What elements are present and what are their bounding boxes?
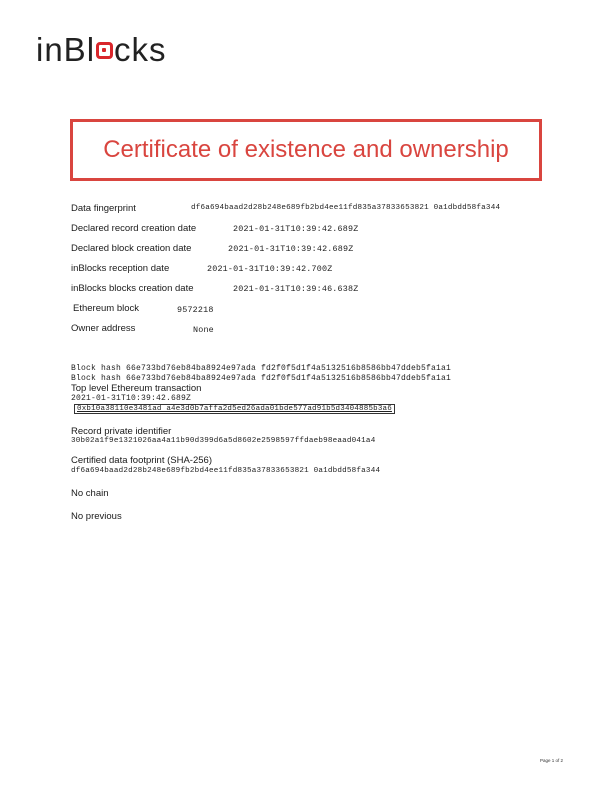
owner-label: Owner address [71,323,136,334]
certified-label: Certified data footprint (SHA-256) [71,455,212,466]
top-level-date: 2021-01-31T10:39:42.689Z [71,394,192,403]
top-level-label: Top level Ethereum transaction [71,383,202,394]
private-id-label: Record private identifier [71,426,172,437]
eth-block-value: 9572218 [177,305,214,315]
eth-block-label: Ethereum block [73,303,140,314]
record-date-value: 2021-01-31T10:39:42.689Z [233,224,359,234]
logo-text-part1: inBl [36,31,96,68]
title-box [70,119,542,181]
block-date-value: 2021-01-31T10:39:42.689Z [228,244,354,254]
inblocks-logo [36,30,167,70]
block-hash-line-2: Block hash 66e733bd76eb84ba8924e97ada fd2f0f5d1f4a5132516b8586bb47ddeb5fa1a1 [71,374,452,383]
page-number: Page 1 of 2 [540,758,564,763]
record-date-label: Declared record creation date [71,223,197,234]
transaction-hash-link[interactable]: 0xb10a38110e3481ad a4e3d0b7affa2d5ed26ada01bde577ad91b5d3404885b3a6 [74,404,395,414]
certified-value: df6a694baad2d28b248e689fb2bd4ee11fd835a37833653821 0a1dbdd58fa344 [71,467,381,475]
blocks-creation-value: 2021-01-31T10:39:46.638Z [233,284,359,294]
fingerprint-value: df6a694baad2d28b248e689fb2bd4ee11fd835a37833653821 0a1dbdd58fa344 [191,204,501,212]
certificate-title: Certificate of existence and ownership [103,136,509,163]
fingerprint-label: Data fingerprint [71,203,136,214]
block-hash-line-1: Block hash 66e733bd76eb84ba8924e97ada fd2f0f5d1f4a5132516b8586bb47ddeb5fa1a1 [71,364,452,373]
logo-block-icon [96,42,113,59]
no-chain-text: No chain [71,488,109,499]
owner-value: None [193,325,214,335]
blocks-creation-label: inBlocks blocks creation date [71,283,194,294]
block-date-label: Declared block creation date [71,243,192,254]
reception-value: 2021-01-31T10:39:42.700Z [207,264,333,274]
private-id-value: 30b02a1f9e1321026aa4a11b90d399d6a5d8602e2598597ffdaeb98eaad041a4 [71,437,376,445]
no-previous-text: No previous [71,511,122,522]
reception-label: inBlocks reception date [71,263,170,274]
logo-text-part2: cks [114,31,167,68]
